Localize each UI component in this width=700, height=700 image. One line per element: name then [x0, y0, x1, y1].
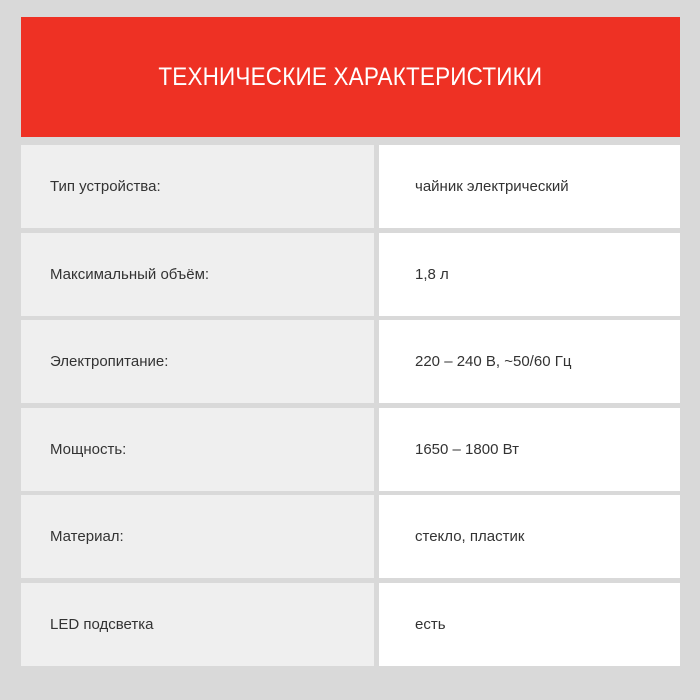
spec-label: Тип устройства:: [21, 145, 374, 228]
spec-label: Мощность:: [21, 408, 374, 491]
spec-value: 220 – 240 В, ~50/60 Гц: [379, 320, 680, 403]
specs-header: [21, 17, 680, 137]
table-row: [21, 233, 680, 316]
spec-label: Максимальный объём:: [21, 233, 374, 316]
table-row: [21, 145, 680, 228]
spec-value: стекло, пластик: [379, 495, 680, 578]
spec-value: 1650 – 1800 Вт: [379, 408, 680, 491]
table-row: [21, 583, 680, 666]
table-row: [21, 495, 680, 578]
spec-value: 1,8 л: [379, 233, 680, 316]
specs-table: [21, 145, 680, 670]
table-row: [21, 408, 680, 491]
page-title: ТЕХНИЧЕСКИЕ ХАРАКТЕРИСТИКИ: [158, 62, 543, 91]
spec-label: Материал:: [21, 495, 374, 578]
spec-value: есть: [379, 583, 680, 666]
table-row: [21, 320, 680, 403]
spec-label: LED подсветка: [21, 583, 374, 666]
spec-value: чайник электрический: [379, 145, 680, 228]
spec-label: Электропитание:: [21, 320, 374, 403]
